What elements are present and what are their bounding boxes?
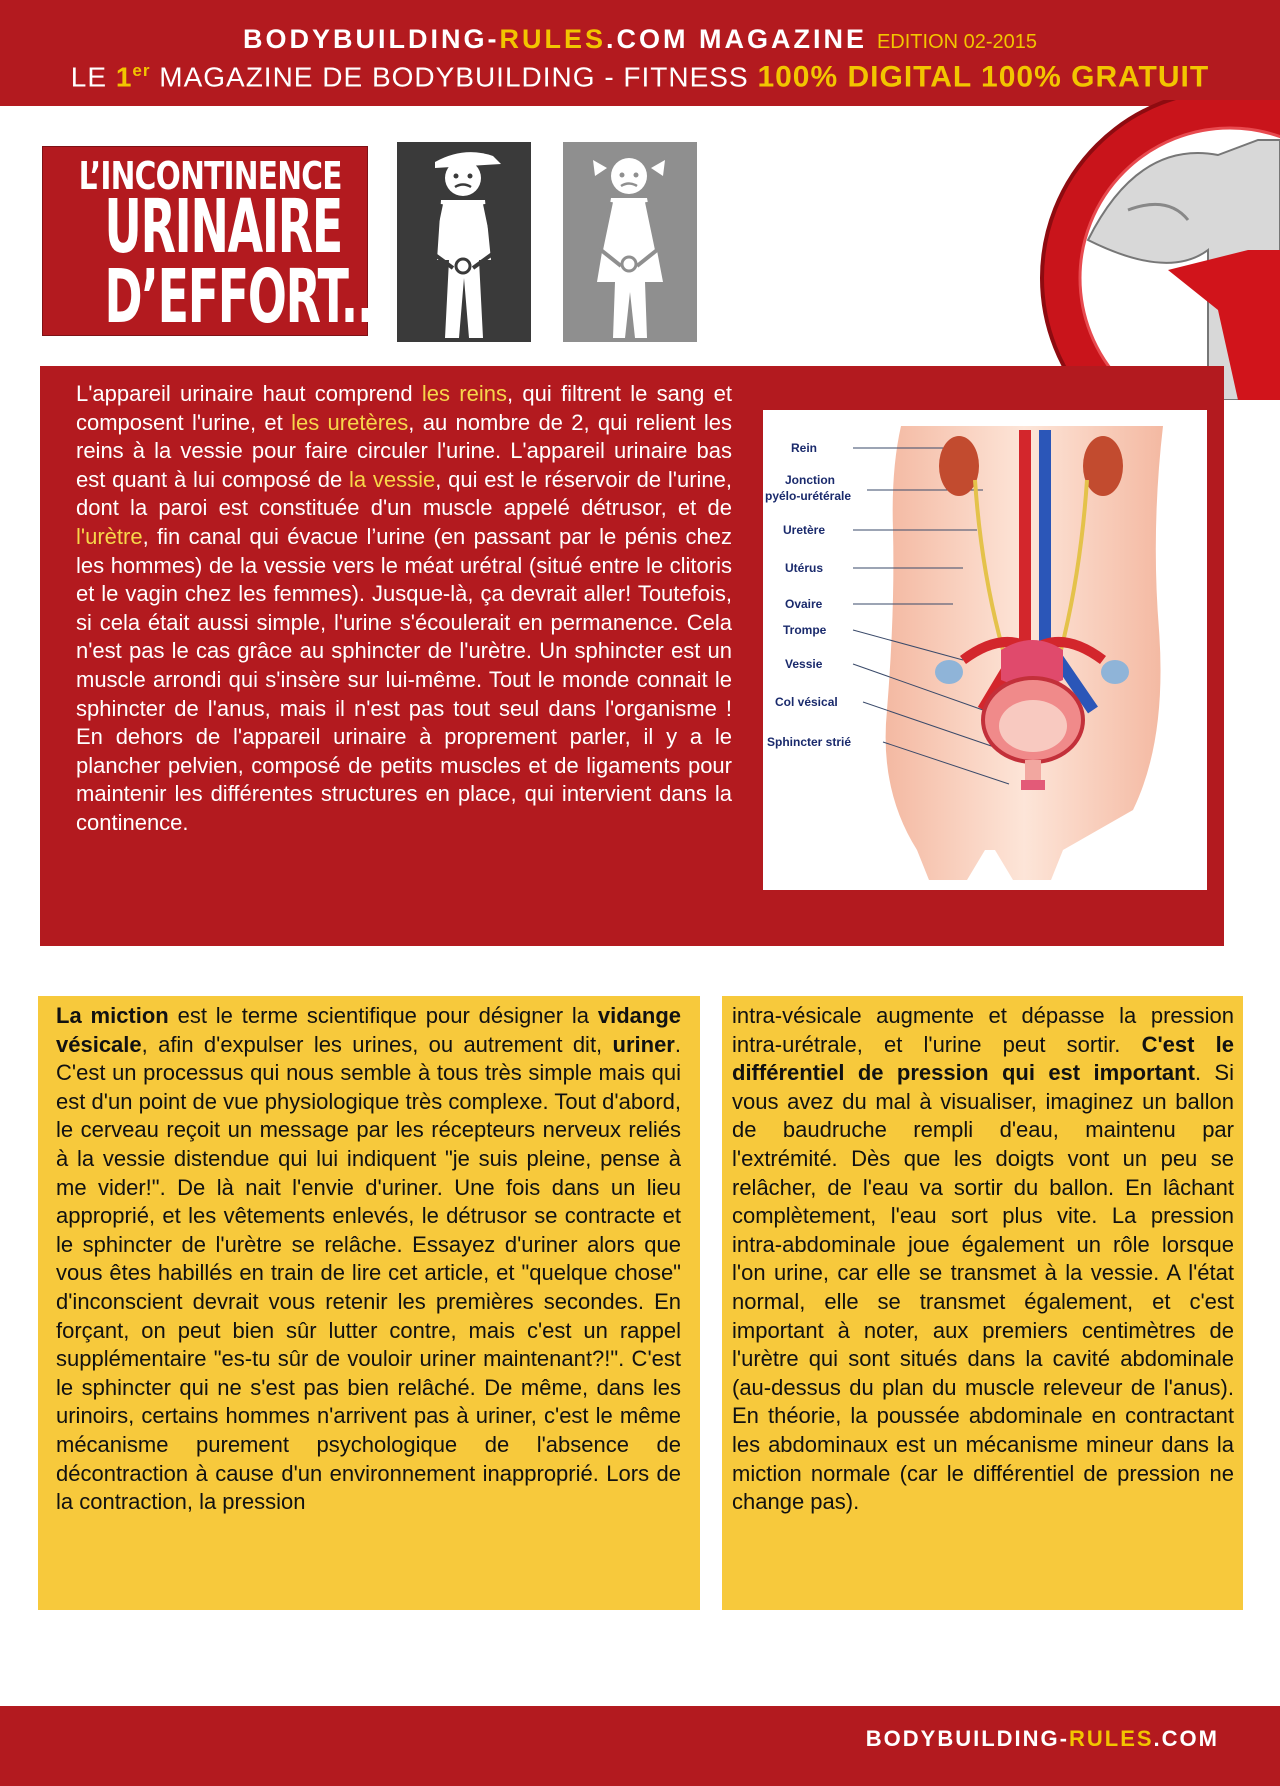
- header-banner: [0, 0, 1280, 106]
- diagram-label-vessie: Vessie: [785, 657, 823, 671]
- right-text-2: . Si vous avez du mal à visualiser, imaginez un ballon de baudruche rempli d'eau, maintenu par l'extrémité. Dès que les doigts vont un peu se relâcher, de l'eau va sortir du ballon. En lâchant complètement, l'eau sort plus vite. La pression intra-abdominale joue également un rôle lorsque l'on urine, car elle se transmet à la vessie. A l'état normal, elle se transmet également, et c'est important à noter, aux premiers centimètres de l'urètre qui sont situés dans la cavité abdominale (au-dessus du plan du muscle releveur de l'anus). En théorie, la poussée abdominale en contractant les abdominaux est un mécanisme mineur dans la miction normale (car le différentiel de pression ne change pas).: [732, 1060, 1234, 1515]
- diagram-label-rein: Rein: [791, 441, 818, 455]
- right-text-1: intra-vésicale augmente et dépasse la pression intra-urétrale, et l'urine peut sortir.: [732, 1003, 1234, 1057]
- title-line-1: L’INCONTINENCE: [78, 154, 342, 198]
- tagline-part-a: LE: [70, 61, 116, 93]
- decorative-number-one-graphic: [1018, 100, 1280, 400]
- keyword-vessie: la vessie: [349, 466, 436, 492]
- magazine-title: [0, 24, 1280, 57]
- woman-holding-pictogram: [563, 142, 697, 342]
- diagram-label-col-vesical: Col vésical: [775, 695, 838, 709]
- intro-text-4: , qui est le réservoir de l'urine, dont la paroi est constituée d'un muscle appelé détrusor, et de: [76, 466, 733, 521]
- intro-text-2: , qui filtrent le sang et composent l'urine, et: [76, 381, 733, 435]
- magazine-tagline: [0, 54, 1280, 94]
- bold-miction: La miction: [56, 1003, 169, 1028]
- left-column-text: [56, 1002, 681, 1517]
- intro-text-3: , au nombre de 2, qui relient les reins à la vessie pour faire circuler l'urine. L'appareil urinaire bas est quant à lui composé de: [76, 409, 732, 492]
- keyword-uretre: l'urètre: [76, 523, 143, 549]
- title-line-2: URINAIRE: [104, 184, 342, 270]
- miction-column-right: [722, 996, 1243, 1610]
- tagline-superscript: er: [132, 61, 151, 80]
- bold-uriner: uriner: [612, 1031, 675, 1057]
- keyword-ureteres: les uretères: [291, 409, 409, 435]
- right-column-text: [732, 1002, 1234, 1517]
- footer-banner: [0, 1706, 1280, 1786]
- labels: [765, 441, 851, 749]
- miction-column-left: [38, 996, 700, 1610]
- diagram-label-uretere: Uretère: [783, 523, 826, 537]
- diagram-label-uterus: Utérus: [785, 561, 824, 575]
- diagram-label-trompe: Trompe: [783, 623, 827, 637]
- urinary-system-diagram: [763, 410, 1207, 890]
- brand-part-c: .COM MAGAZINE: [605, 24, 867, 54]
- diagram-label-ovaire: Ovaire: [785, 597, 823, 611]
- title-line-3: D’EFFORT...: [104, 254, 390, 340]
- diagram-label-sphincter-strie: Sphincter strié: [767, 735, 852, 749]
- brand-part-a: BODYBUILDING-: [242, 24, 500, 54]
- tagline-part-b: MAGAZINE DE BODYBUILDING - FITNESS: [150, 61, 758, 93]
- tagline-highlight: 100% DIGITAL 100% GRATUIT: [757, 60, 1210, 94]
- man-holding-pictogram: [397, 142, 531, 342]
- brand-part-b: RULES: [499, 24, 606, 54]
- intro-text-1: L'appareil urinaire haut comprend: [76, 381, 422, 406]
- footer-url-part-a: BODYBUILDING-: [865, 1726, 1069, 1751]
- footer-website-url: [866, 1726, 1219, 1752]
- intro-text-5: , fin canal qui évacue l’urine (en passant par le pénis chez les hommes) de la vessie vers le méat urétral (situé entre le clitoris et le vagin chez les femmes). Jusque-là, ça devrait aller! Toutefois, si cela était aussi simple, l'urine s'écoulerait en permanence. Cela n'est pas le cas grâce au sphincter de l'urètre. Un sphincter est un muscle arrondi qui s'insère sur lui-même. Tout le monde connait le sphincter de l'anus, mais il n'est pas tout seul dans l'organisme ! En dehors de l'appareil urinaire à proprement parler, il y a le plancher pelvien, composé de petits muscles et de ligaments pour maintenir les différentes structures en place, qui intervient dans la continence.: [76, 523, 732, 835]
- diagram-label-pyelo: pyélo-urétérale: [765, 489, 852, 503]
- keyword-reins: les reins: [421, 381, 507, 406]
- bold-vidange-vesicale: vidange vésicale: [56, 1003, 681, 1057]
- footer-url-part-b: RULES: [1068, 1726, 1154, 1751]
- bold-differentiel-pression: C'est le différentiel de pression qui est important: [732, 1031, 1234, 1086]
- article-title-box: [42, 146, 390, 340]
- intro-panel: [40, 366, 1224, 946]
- left-text-1: est le terme scientifique pour désigner la: [168, 1003, 598, 1028]
- diagram-label-jonction: Jonction: [785, 473, 835, 487]
- footer-url-part-c: .COM: [1153, 1726, 1219, 1751]
- left-text-2: , afin d'expulser les urines, ou autrement dit,: [141, 1031, 613, 1057]
- left-text-3: . C'est un processus qui nous semble à tous très simple mais qui est d'un point de vue physiologique très complexe. Tout d'abord, le cerveau reçoit un message par les récepteurs nerveux reliés à la vessie distendue qui lui indiquent "je suis pleine, pense à me vider!". De là nait l'envie d'uriner. Une fois dans un lieu approprié, et les vêtements enlevés, le détrusor se contracte et le sphincter de l'urètre se relâche. Essayez d'uriner alors que vous êtes habillés en train de lire cet article, et "quelque chose" d'inconscient devrait vous retenir les premières secondes. En forçant, on peut bien sûr lutter contre, mais c'est un rappel supplémentaire "es-tu sûr de vouloir uriner maintenant?!". C'est le sphincter qui ne s'est pas bien relâché. De même, dans les urinoirs, certains hommes n'arrivent pas à uriner, c'est le même mécanisme purement psychologique de l'absence de décontraction à cause d'un environnement inapproprié. Lors de la contraction, la pression: [56, 1031, 681, 1515]
- edition-label: EDITION 02-2015: [876, 31, 1038, 53]
- tagline-number: 1: [115, 61, 133, 93]
- intro-paragraph: [76, 380, 732, 838]
